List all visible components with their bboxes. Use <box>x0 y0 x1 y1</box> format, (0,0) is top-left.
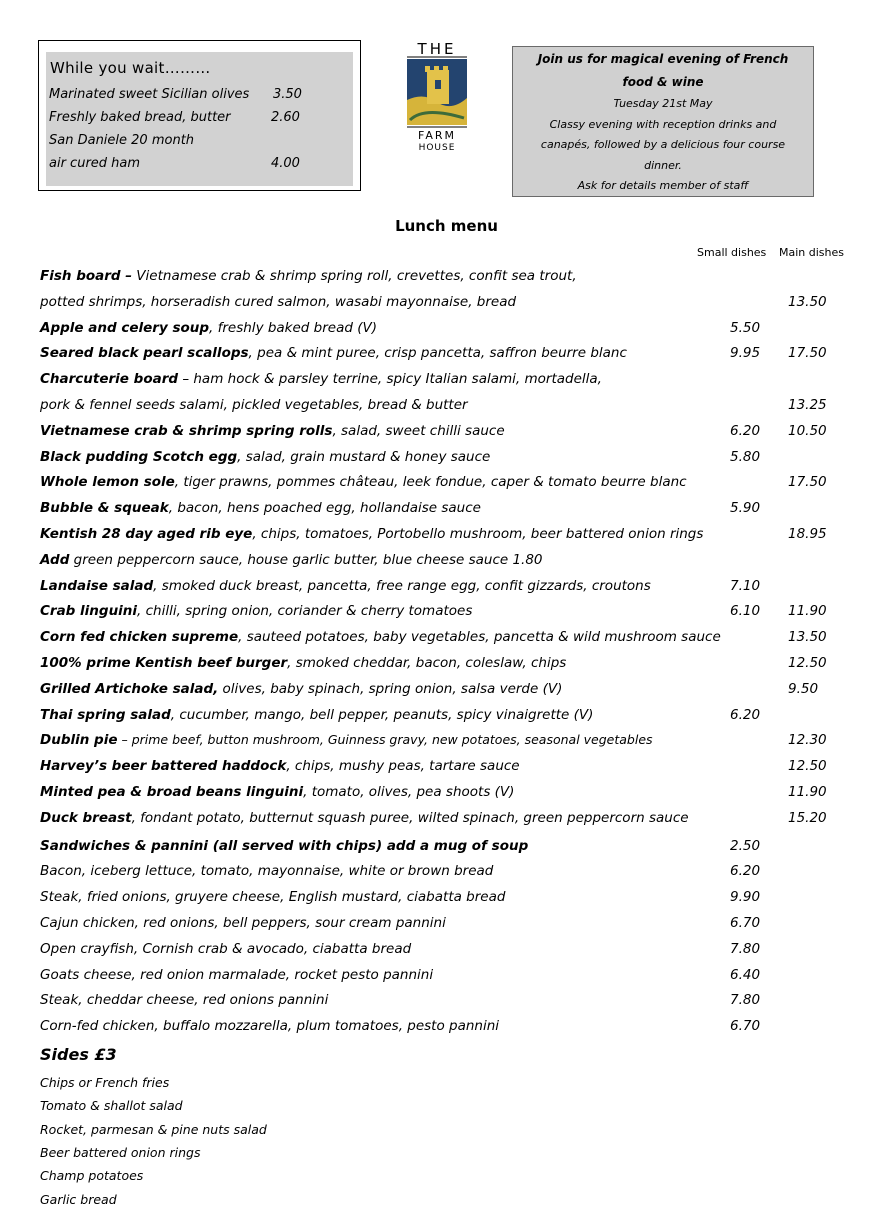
menu-item <box>40 784 514 800</box>
price-main: 18.95 <box>788 526 827 542</box>
menu-item <box>40 707 593 723</box>
menu-item-name: Black pudding Scotch egg <box>40 449 238 465</box>
menu-item-description: , sauteed potatoes, baby vegetables, pancetta & wild mushroom sauce <box>238 629 721 645</box>
menu-item-description: – ham hock & parsley terrine, spicy Italian salami, mortadella, <box>178 371 602 387</box>
price-small: 7.10 <box>730 578 761 594</box>
price-small: 6.70 <box>730 1018 761 1034</box>
price-main: 12.50 <box>788 758 827 774</box>
menu-item-name: Grilled Artichoke salad, <box>40 681 219 697</box>
menu-item <box>40 732 653 748</box>
menu-item <box>40 1018 499 1034</box>
menu-item-description: Corn-fed chicken, buffalo mozzarella, plum tomatoes, pesto pannini <box>40 1018 500 1034</box>
price-main: 12.30 <box>788 732 827 748</box>
menu-item-description: , tomato, olives, pea shoots (V) <box>303 784 515 800</box>
menu-item-description: , chips, tomatoes, Portobello mushroom, beer battered onion rings <box>252 526 704 542</box>
menu-item-name: Duck breast <box>40 810 132 826</box>
price-small: 6.70 <box>730 915 761 931</box>
menu-item-name: Crab linguini <box>40 603 138 619</box>
menu-item-description: , fondant potato, butternut squash puree, wilted spinach, green peppercorn sauce <box>131 810 689 826</box>
menu-item-name: Fish board – <box>40 268 133 284</box>
menu-item <box>40 967 433 983</box>
side-item: Champ potatoes <box>40 1168 144 1184</box>
menu-item-name: Thai spring salad <box>40 707 171 723</box>
price-small: 9.90 <box>730 889 761 905</box>
menu-item <box>40 889 505 905</box>
wait-item-price: 3.50 <box>273 87 302 102</box>
sides-title: Sides £3 <box>40 1045 117 1064</box>
menu-item-name: Charcuterie board <box>40 371 179 387</box>
price-main: 13.25 <box>788 397 827 413</box>
menu-item <box>40 758 520 774</box>
menu-item-name: Kentish 28 day aged rib eye <box>40 526 253 542</box>
logo-text-house: HOUSE <box>418 143 456 152</box>
event-date: Tuesday 21st May <box>613 97 713 110</box>
menu-item-description: , chips, mushy peas, tartare sauce <box>286 758 520 774</box>
side-item: Garlic bread <box>40 1191 117 1207</box>
wait-item: San Daniele 20 month <box>49 133 195 148</box>
menu-item <box>40 500 481 516</box>
menu-item-description: Steak, cheddar cheese, red onions pannini <box>40 992 329 1008</box>
menu-item-description: Open crayfish, Cornish crab & avocado, ciabatta bread <box>40 941 412 957</box>
menu-item-description: , smoked duck breast, pancetta, free range egg, confit gizzards, croutons <box>153 578 651 594</box>
menu-item-description: , pea & mint puree, crisp pancetta, saffron beurre blanc <box>248 345 627 361</box>
menu-item-name: Landaise salad <box>40 578 154 594</box>
menu-item <box>40 294 516 310</box>
menu-item-description: , cucumber, mango, bell pepper, peanuts, spicy vinaigrette (V) <box>170 707 594 723</box>
menu-item-description: , chilli, spring onion, coriander & cherry tomatoes <box>137 603 473 619</box>
menu-item <box>40 992 328 1008</box>
wait-item-price: 2.60 <box>271 110 300 125</box>
price-small: 6.20 <box>730 863 761 879</box>
price-main: 10.50 <box>788 423 827 439</box>
event-desc-3: dinner. <box>644 159 682 172</box>
menu-item-name: Add <box>40 552 70 568</box>
menu-item-name: Corn fed chicken supreme <box>40 629 239 645</box>
price-main: 15.20 <box>788 810 827 826</box>
menu-item <box>40 863 493 879</box>
price-main: 9.50 <box>788 681 819 697</box>
price-small: 6.10 <box>730 603 761 619</box>
price-main: 11.90 <box>788 603 827 619</box>
menu-item-description: , smoked cheddar, bacon, coleslaw, chips <box>287 655 567 671</box>
side-item: Rocket, parmesan & pine nuts salad <box>40 1121 267 1137</box>
price-small: 5.80 <box>730 449 761 465</box>
menu-item-description: olives, baby spinach, spring onion, salsa verde (V) <box>218 681 563 697</box>
price-main: 13.50 <box>788 629 827 645</box>
menu-item <box>40 655 566 671</box>
price-small: 2.50 <box>730 838 761 854</box>
menu-item-name: Sandwiches & pannini (all served with chips) add a mug of soup <box>40 838 529 854</box>
menu-title: Lunch menu <box>395 217 498 235</box>
price-main: 12.50 <box>788 655 827 671</box>
price-small: 6.20 <box>730 423 761 439</box>
side-item: Chips or French fries <box>40 1075 170 1090</box>
price-small: 7.80 <box>730 941 761 957</box>
menu-item-name: Bubble & squeak <box>40 500 169 516</box>
column-header-main: Main dishes <box>779 246 844 259</box>
wait-item: Freshly baked bread, butter <box>49 110 231 125</box>
price-small: 5.90 <box>730 500 761 516</box>
price-main: 13.50 <box>788 294 827 310</box>
menu-item <box>40 268 577 284</box>
price-small: 7.80 <box>730 992 761 1008</box>
menu-item <box>40 838 528 854</box>
menu-item-name: Apple and celery soup <box>40 320 210 336</box>
menu-item <box>40 345 627 361</box>
menu-item-name: Whole lemon sole <box>40 474 175 490</box>
menu-item <box>40 915 446 931</box>
menu-item-description: potted shrimps, horseradish cured salmon, wasabi mayonnaise, bread <box>40 294 517 310</box>
while-you-wait-title: While you wait……… <box>50 59 211 77</box>
logo-text-farm: FARM <box>418 129 456 142</box>
menu-item-description: , salad, grain mustard & honey sauce <box>237 449 491 465</box>
price-small: 9.95 <box>730 345 761 361</box>
event-desc-2: canapés, followed by a delicious four course <box>540 138 786 151</box>
menu-item <box>40 423 505 439</box>
wait-item-price: 4.00 <box>271 156 300 171</box>
wait-item: Marinated sweet Sicilian olives <box>49 87 250 102</box>
menu-item-name: Seared black pearl scallops <box>40 345 249 361</box>
menu-item <box>40 474 687 490</box>
menu-item-description: Goats cheese, red onion marmalade, rocket pesto pannini <box>40 967 434 983</box>
price-small: 6.20 <box>730 707 761 723</box>
menu-item-description: pork & fennel seeds salami, pickled vegetables, bread & butter <box>40 397 468 413</box>
price-main: 11.90 <box>788 784 827 800</box>
event-headline: Join us for magical evening of French <box>537 52 789 66</box>
menu-item-name: Harvey’s beer battered haddock <box>40 758 287 774</box>
menu-item <box>40 629 721 645</box>
menu-item <box>40 552 543 568</box>
menu-item <box>40 526 703 542</box>
event-contact: Ask for details member of staff <box>577 179 749 192</box>
menu-item <box>40 371 602 387</box>
menu-item-description: green peppercorn sauce, house garlic butter, blue cheese sauce 1.80 <box>69 552 543 568</box>
event-desc-1: Classy evening with reception drinks and <box>549 118 777 131</box>
menu-item <box>40 810 689 826</box>
price-small: 5.50 <box>730 320 761 336</box>
farm-house-logo <box>404 40 470 152</box>
event-promo-box <box>512 46 814 197</box>
menu-item-name: Vietnamese crab & shrimp spring rolls <box>40 423 333 439</box>
price-main: 17.50 <box>788 345 827 361</box>
menu-item-description: Cajun chicken, red onions, bell peppers, sour cream pannini <box>40 915 446 931</box>
menu-item-name: 100% prime Kentish beef burger <box>40 655 288 671</box>
wait-item: air cured ham <box>49 156 141 171</box>
price-small: 6.40 <box>730 967 761 983</box>
menu-item-name: Dublin pie <box>40 732 118 748</box>
menu-item <box>40 681 562 697</box>
menu-item-description: – prime beef, button mushroom, Guinness gravy, new potatoes, seasonal vegetables <box>117 732 653 747</box>
side-item: Tomato & shallot salad <box>40 1098 183 1114</box>
menu-item-description: , bacon, hens poached egg, hollandaise sauce <box>168 500 481 516</box>
menu-item-description: , salad, sweet chilli sauce <box>332 423 505 439</box>
menu-item <box>40 449 490 465</box>
menu-item-description: Steak, fried onions, gruyere cheese, English mustard, ciabatta bread <box>40 889 506 905</box>
menu-item <box>40 397 468 413</box>
menu-item <box>40 603 472 619</box>
event-headline-2: food & wine <box>622 75 704 89</box>
price-main: 17.50 <box>788 474 827 490</box>
menu-item-name: Minted pea & broad beans linguini <box>40 784 304 800</box>
menu-item-description: Vietnamese crab & shrimp spring roll, crevettes, confit sea trout, <box>132 268 577 284</box>
column-header-small: Small dishes <box>697 246 767 259</box>
menu-item-description: , freshly baked bread (V) <box>209 320 377 336</box>
menu-item-description: Bacon, iceberg lettuce, tomato, mayonnaise, white or brown bread <box>40 863 494 879</box>
menu-item <box>40 320 377 336</box>
logo-text-the: THE <box>417 40 457 58</box>
side-item: Beer battered onion rings <box>40 1144 201 1160</box>
menu-item <box>40 578 651 594</box>
menu-item-description: , tiger prawns, pommes château, leek fondue, caper & tomato beurre blanc <box>174 474 687 490</box>
menu-item <box>40 941 411 957</box>
